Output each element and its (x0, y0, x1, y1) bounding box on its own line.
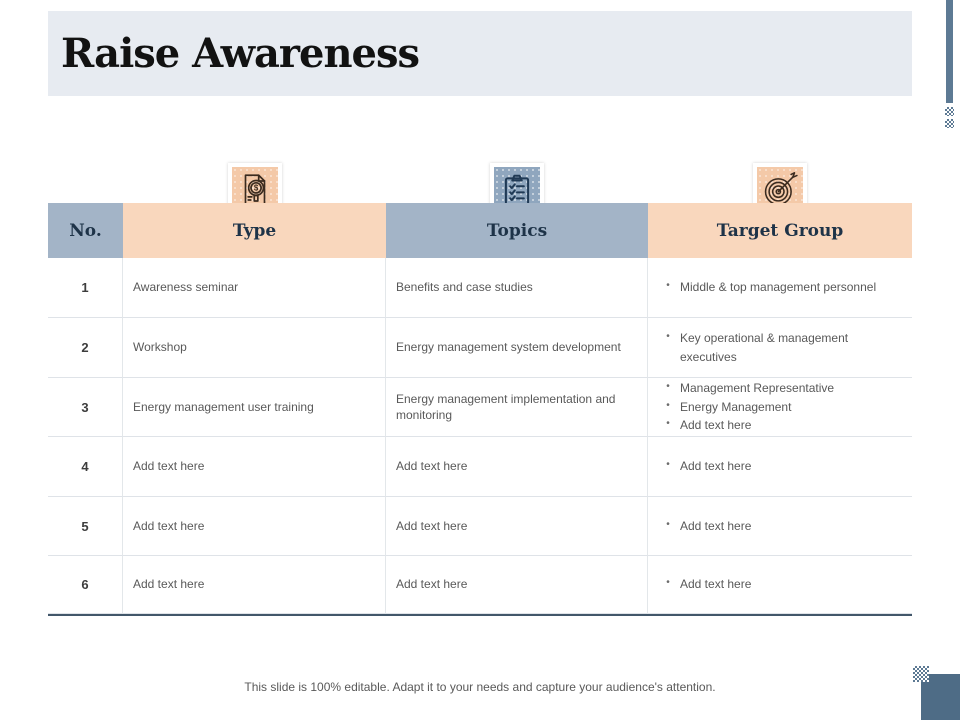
svg-text:$: $ (253, 183, 259, 193)
topics-cell: Energy management system development (386, 318, 648, 378)
row-number: 5 (48, 497, 123, 556)
bullet-icon: • (666, 577, 670, 589)
dotted-square-decoration (945, 119, 954, 128)
awareness-table (48, 203, 912, 616)
slide-title-bar (48, 11, 912, 96)
target-item: Energy Management (680, 399, 792, 414)
column-header-type: Type (123, 203, 386, 258)
topics-cell: Energy management implementation and monitoring (386, 378, 648, 437)
dotted-square-decoration (945, 107, 954, 116)
bullet-icon: • (666, 381, 670, 393)
target-item-placeholder[interactable]: Add text here (680, 459, 752, 474)
target-item: Management Representative (680, 381, 835, 396)
target-item-placeholder[interactable]: Add text here (680, 577, 752, 592)
page-title: Raise Awareness (61, 30, 420, 77)
target-cell (648, 497, 912, 556)
row-number: 4 (48, 437, 123, 497)
type-cell: Energy management user training (123, 378, 386, 437)
column-header-topics: Topics (386, 203, 648, 258)
bullet-icon: • (666, 459, 670, 471)
type-cell: Workshop (123, 318, 386, 378)
type-cell-placeholder[interactable]: Add text here (123, 497, 386, 556)
row-number: 3 (48, 378, 123, 437)
bullet-icon: • (666, 399, 670, 411)
row-number: 1 (48, 258, 123, 318)
topics-cell-placeholder[interactable]: Add text here (386, 556, 648, 614)
bullet-icon: • (666, 518, 670, 530)
target-cell (648, 556, 912, 614)
topics-cell-placeholder[interactable]: Add text here (386, 497, 648, 556)
bullet-icon: • (666, 418, 670, 430)
row-number: 6 (48, 556, 123, 614)
target-cell (648, 318, 912, 378)
target-item: Middle & top management personnel (680, 280, 877, 295)
target-item[interactable]: Add text here (680, 418, 752, 433)
row-number: 2 (48, 318, 123, 378)
target-cell (648, 258, 912, 318)
type-cell-placeholder[interactable]: Add text here (123, 556, 386, 614)
target-item: Key operational & management executives (680, 330, 849, 364)
right-accent-bar (946, 0, 953, 103)
target-item-placeholder[interactable]: Add text here (680, 518, 752, 533)
bullet-icon: • (666, 330, 670, 342)
type-cell-placeholder[interactable]: Add text here (123, 437, 386, 497)
topics-cell: Benefits and case studies (386, 258, 648, 318)
column-header-target: Target Group (648, 203, 912, 258)
bullet-icon: • (666, 280, 670, 292)
column-header-no: No. (48, 203, 123, 258)
target-cell (648, 378, 912, 437)
type-cell: Awareness seminar (123, 258, 386, 318)
target-cell (648, 437, 912, 497)
slide-footer-note: This slide is 100% editable. Adapt it to your needs and capture your audience's attention. (244, 680, 716, 694)
topics-cell-placeholder[interactable]: Add text here (386, 437, 648, 497)
